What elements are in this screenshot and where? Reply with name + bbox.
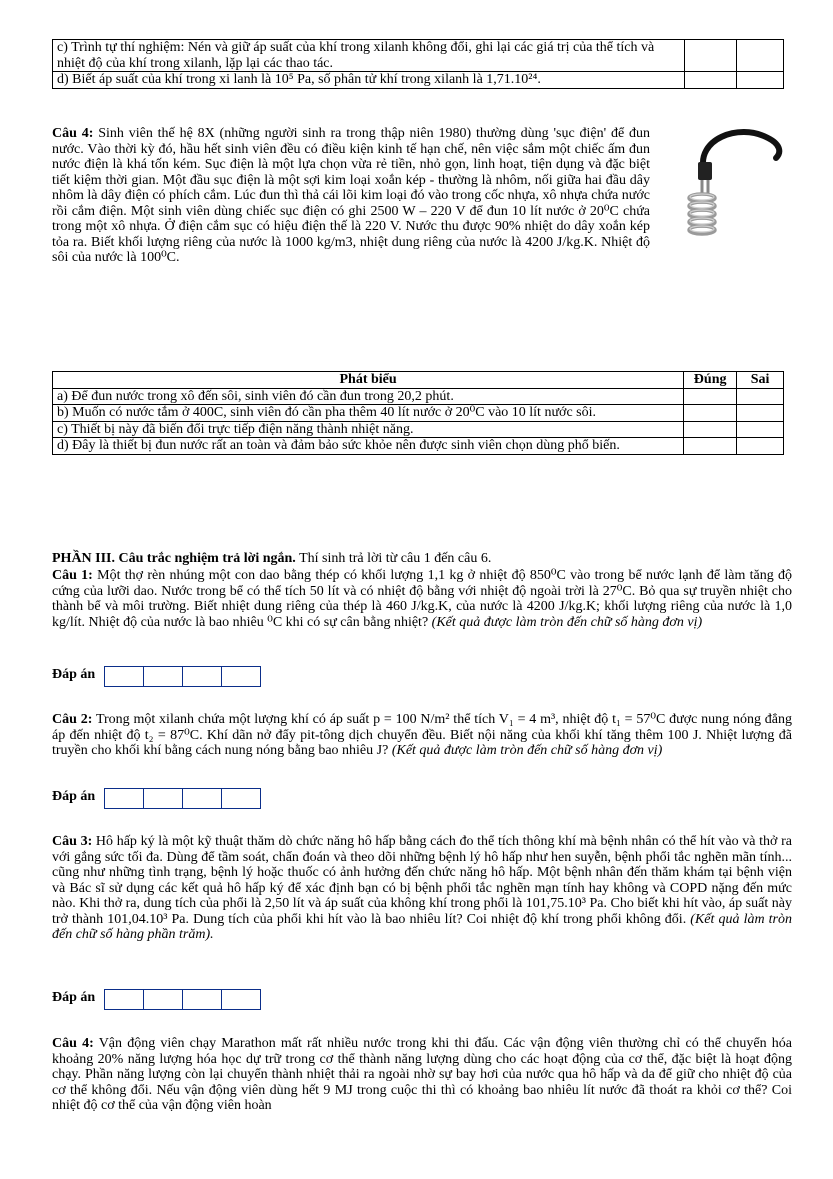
answer-digit-box[interactable] [221,989,261,1010]
question-label: Câu 4: [52,126,94,141]
question-label: Câu 3: [52,834,93,849]
answer-digit-box[interactable] [182,666,222,687]
answer-row [52,667,261,687]
statement-cell: b) Muốn có nước tắm ở 400C, sinh viên đó cần pha thêm 40 lít nước ở 20⁰C vào 10 lít nước sôi. [53,405,684,422]
table-row [53,388,784,405]
table-header-row [53,372,784,389]
answer-digit-box[interactable] [104,666,144,687]
answer-boxes [104,666,261,687]
false-answer-cell[interactable] [737,72,784,89]
false-answer-cell[interactable] [737,438,784,455]
statement-cell: d) Đây là thiết bị đun nước rất an toàn và đảm bảo sức khỏe nên được sinh viên chọn dùng phổ biến. [53,438,684,455]
answer-digit-box[interactable] [143,788,183,809]
answer-digit-box[interactable] [104,788,144,809]
question-body: Sinh viên thế hệ 8X (những người sinh ra trong thập niên 1980) thường dùng 'sục điện' để đun nước. Vào thời kỳ đó, hầu hết sinh viên đều có điều kiện kinh tế hạn chế, nên việc sắm một chiếc ấm đun nước điện là khá tốn kém. Sục điện là một lựa chọn vừa rẻ tiền, nhỏ gọn, linh hoạt, tiện dụng và đặc biệt tiết kiệm thời gian. Một đầu sục điện là một sợi kim loại xoắn kép - thường là nhôm, nối giữa hai đầu dây nhôm là dây điện có phích cắm. Lúc đun thì thả cái lõi kim loại đó vào trong cốc nhựa, xô nhựa chứa nước rồi cắm điện. Một sinh viên dùng chiếc sục điện có ghi 2500 W – 220 V để đun 10 lít nước ở 20⁰C chứa trong một xô nhựa. Ở điện cắm sục có hiệu điện thế là 220 V. Nước thu được 90% nhiệt do dây xoắn kép tỏa ra. Biết khối lượng riêng của nước là 1000 kg/m3, nhiệt dung riêng của nước là 4200 J/kg.K. Nhiệt độ sôi của nước là 100⁰C. [52,126,650,265]
section-heading [52,551,792,567]
table-row [53,438,784,455]
true-answer-cell[interactable] [684,405,737,422]
false-answer-cell[interactable] [737,40,784,72]
table-row [53,72,784,89]
question-body: Hô hấp ký là một kỹ thuật thăm dò chức năng hô hấp bằng cách đo thể tích thông khí mà bệnh nhân có thể hít vào và thở ra với gắng sức tối đa. Dùng để tầm soát, chẩn đoán và theo dõi những bệnh lý hô hấp như hen suyễn, bệnh phổi tắc nghẽn mãn tính... cũng như những tình trạng, bệnh lý hoặc thuốc có ảnh hưởng đến chức năng hô hấp. Một bệnh nhân đến thăm khám tại bệnh viện và Bác sĩ sử dụng các kết quả hô hấp ký để xác định bạn có bị bệnh phổi tắc nghẽn mạn tính hay không và COPD nặng đến mức nào. Khi thở ra, dung tích của phổi là 2,50 lít và áp suất của không khí trong phổi là 101,75.10³ Pa. Cho biết khi hít vào, áp suất này trở thành 101,04.10³ Pa. Dung tích của phổi khi hít vào là bao nhiêu lít? Coi nhiệt độ khí trong phổi không đổi. [52,834,793,927]
question-label: Câu 4: [52,1036,94,1051]
answer-row [52,990,261,1010]
question-label: Câu 1: [52,568,93,583]
false-answer-cell[interactable] [737,405,784,422]
column-header-false: Sai [737,372,784,389]
true-answer-cell[interactable] [684,438,737,455]
part3-question-4 [52,1036,792,1114]
answer-digit-box[interactable] [143,989,183,1010]
table-row [53,405,784,422]
rounding-note: (Kết quả được làm tròn đến chữ số hàng đơn vị) [391,743,663,758]
statement-table-prev [52,39,784,89]
statement-cell: a) Để đun nước trong xô đến sôi, sinh viên đó cần đun trong 20,2 phút. [53,388,684,405]
statement-cell: c) Thiết bị này đã biến đổi trực tiếp điện năng thành nhiệt năng. [53,421,684,438]
true-answer-cell[interactable] [684,421,737,438]
statement-cell: c) Trình tự thí nghiệm: Nén và giữ áp suất của khí trong xilanh không đổi, ghi lại các giá trị của thể tích và nhiệt độ của khí trong xilanh, lặp lại các thao tác. [53,40,685,72]
question-4-text [52,126,650,266]
answer-digit-box[interactable] [221,666,261,687]
answer-digit-box[interactable] [143,666,183,687]
section-subtitle: Thí sinh trả lời từ câu 1 đến câu 6. [299,551,492,566]
true-answer-cell[interactable] [684,40,737,72]
answer-label: Đáp án [52,990,96,1005]
true-answer-cell[interactable] [684,388,737,405]
table-row [53,421,784,438]
answer-boxes [104,989,261,1010]
part3-question-2 [52,712,792,759]
answer-digit-box[interactable] [182,788,222,809]
question-body: Trong một xilanh chứa một lượng khí có áp suất p = 100 N/m² thể tích V₁ = 4 m³, nhiệt độ t₁ = 57⁰C được nung nóng đẳng áp đến nhiệt độ t₂ = 87⁰C. Khí dãn nở đẩy pit-tông dịch chuyển đều. Biết nội năng của khối khí tăng thêm 100 J. Nhiệt lượng đã truyền cho khối khí bằng cách nung nóng bằng bao nhiêu J? [52,712,792,758]
part3-question-1 [52,568,792,630]
answer-row [52,789,261,809]
statement-cell: d) Biết áp suất của khí trong xi lanh là 10⁵ Pa, số phân tử khí trong xilanh là 1,71.10²⁴. [53,72,685,89]
table-row [53,40,784,72]
column-header-statement: Phát biểu [53,372,684,389]
false-answer-cell[interactable] [737,388,784,405]
true-answer-cell[interactable] [684,72,737,89]
question-label: Câu 2: [52,712,93,727]
answer-boxes [104,788,261,809]
rounding-note: (Kết quả được làm tròn đến chữ số hàng đơn vị) [431,614,703,630]
question-body: Một thợ rèn nhúng một con dao bằng thép có khối lượng 1,1 kg ở nhiệt độ 850⁰C vào trong bể nước lạnh để làm tăng độ cứng của lưỡi dao. Nước trong bể có thể tích 50 lít và có nhiệt độ bằng với nhiệt độ ngoài trời là 27⁰C. Bỏ qua sự truyền nhiệt cho thành bể và môi trường. Biết nhiệt dung riêng của thép là 460 J/kg.K, của nước là 4200 J/kg.K; khối lượng riêng của nước là 1,0 kg/lít. Nhiệt độ của nước là bao nhiêu ⁰C khi có sự cân bằng nhiệt? [52,568,793,630]
question-body: Vận động viên chạy Marathon mất rất nhiều nước trong khi thi đấu. Các vận động viên thường chỉ có thể chuyển hóa khoảng 20% năng lượng hóa học dự trữ trong cơ thể thành năng lượng dùng cho các hoạt động của cơ thể, đặc biệt là hoạt động chạy. Phần năng lượng còn lại chuyển thành nhiệt thải ra ngoài nhờ sự bay hơi của nước qua hô hấp và da để giữ cho nhiệt độ của cơ thể không đổi. Nếu vận động viên dùng hết 9 MJ trong cuộc thi thì có khoảng bao nhiêu lít nước đã thoát ra khỏi cơ thể? Coi nhiệt độ cơ thể của vận động viên hoàn [52,1036,793,1113]
column-header-true: Đúng [684,372,737,389]
immersion-heater-image [676,118,786,240]
answer-label: Đáp án [52,789,96,804]
answer-digit-box[interactable] [221,788,261,809]
answer-label: Đáp án [52,667,96,682]
answer-digit-box[interactable] [104,989,144,1010]
answer-digit-box[interactable] [182,989,222,1010]
statement-table-q4 [52,371,784,455]
rounding-note: (Kết quả làm tròn đến chữ số hàng phần trăm). [52,911,792,942]
false-answer-cell[interactable] [737,421,784,438]
section-title: PHẦN III. Câu trắc nghiệm trả lời ngắn. [52,551,296,566]
part3-question-3 [52,834,792,943]
